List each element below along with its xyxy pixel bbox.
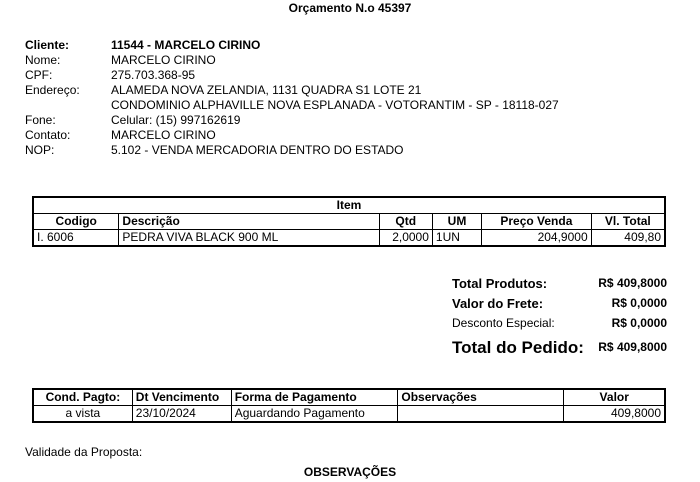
items-header-row	[33, 214, 665, 230]
item-um: 1UN	[432, 230, 481, 247]
table-row	[33, 230, 665, 247]
payment-cond: a vista	[33, 406, 132, 423]
name-label: Nome:	[25, 53, 61, 67]
total-pedido-label: Total do Pedido:	[452, 338, 584, 357]
contact-row	[25, 128, 559, 143]
phone-value: Celular: (15) 997162619	[111, 113, 241, 127]
item-preco-venda: 204,9000	[482, 230, 592, 247]
nop-row	[25, 143, 559, 158]
header-observacoes: Observações	[398, 389, 564, 406]
items-caption-row	[33, 197, 665, 214]
item-codigo: I. 6006	[33, 230, 119, 247]
frete-label: Valor do Frete:	[452, 296, 544, 311]
total-pedido-row	[452, 338, 667, 358]
payment-observacoes	[398, 406, 564, 423]
cpf-value: 275.703.368-95	[111, 68, 196, 82]
header-cond-pagto: Cond. Pagto:	[33, 389, 132, 406]
header-preco-venda: Preço Venda	[482, 214, 592, 230]
total-pedido-value: R$ 409,8000	[598, 340, 667, 354]
observacoes-title: OBSERVAÇÕES	[303, 465, 397, 479]
payment-table	[32, 388, 666, 423]
frete-row	[452, 296, 667, 316]
phone-row	[25, 113, 559, 128]
frete-value: R$ 0,0000	[611, 296, 667, 310]
contact-label: Contato:	[25, 128, 71, 142]
cpf-row	[25, 68, 559, 83]
nop-label: NOP:	[25, 143, 55, 157]
client-row	[25, 38, 559, 53]
contact-value: MARCELO CIRINO	[111, 128, 216, 142]
items-table	[32, 196, 666, 247]
client-value: 11544 - MARCELO CIRINO	[111, 38, 261, 52]
nop-value: 5.102 - VENDA MERCADORIA DENTRO DO ESTADO	[111, 143, 404, 157]
total-produtos-label: Total Produtos:	[452, 276, 548, 291]
address-row-2	[25, 98, 559, 113]
item-qtd: 2,0000	[379, 230, 432, 247]
header-descricao: Descrição	[119, 214, 379, 230]
client-info	[25, 38, 559, 158]
header-forma-pagamento: Forma de Pagamento	[231, 389, 398, 406]
cpf-label: CPF:	[25, 68, 53, 82]
table-row	[33, 406, 665, 423]
header-qtd: Qtd	[379, 214, 432, 230]
name-value: MARCELO CIRINO	[111, 53, 216, 67]
address-line-2: CONDOMINIO ALPHAVILLE NOVA ESPLANADA - VOTORANTIM - SP - 18118-027	[111, 98, 559, 112]
items-caption: Item	[33, 197, 665, 214]
header-codigo: Codigo	[33, 214, 119, 230]
total-produtos-value: R$ 409,8000	[598, 276, 667, 290]
payment-forma: Aguardando Pagamento	[231, 406, 398, 423]
total-produtos-row	[452, 276, 667, 296]
document-title: Orçamento N.o 45397	[288, 1, 412, 15]
item-descricao: PEDRA VIVA BLACK 900 ML	[119, 230, 379, 247]
phone-label: Fone:	[25, 113, 56, 127]
header-vl-total: Vl. Total	[591, 214, 665, 230]
address-label: Endereço:	[25, 83, 80, 97]
name-row	[25, 53, 559, 68]
desconto-label: Desconto Especial:	[452, 316, 555, 330]
validade-label: Validade da Proposta:	[25, 445, 143, 459]
desconto-value: R$ 0,0000	[611, 316, 667, 330]
desconto-row	[452, 316, 667, 336]
payment-valor: 409,8000	[564, 406, 665, 423]
item-vl-total: 409,80	[591, 230, 665, 247]
client-label: Cliente:	[25, 38, 70, 52]
address-row	[25, 83, 559, 98]
address-line-1: ALAMEDA NOVA ZELANDIA, 1131 QUADRA S1 LOTE 21	[111, 83, 422, 97]
header-um: UM	[432, 214, 481, 230]
payment-vencimento: 23/10/2024	[132, 406, 231, 423]
header-valor: Valor	[564, 389, 665, 406]
header-dt-vencimento: Dt Vencimento	[132, 389, 231, 406]
payment-header-row	[33, 389, 665, 406]
